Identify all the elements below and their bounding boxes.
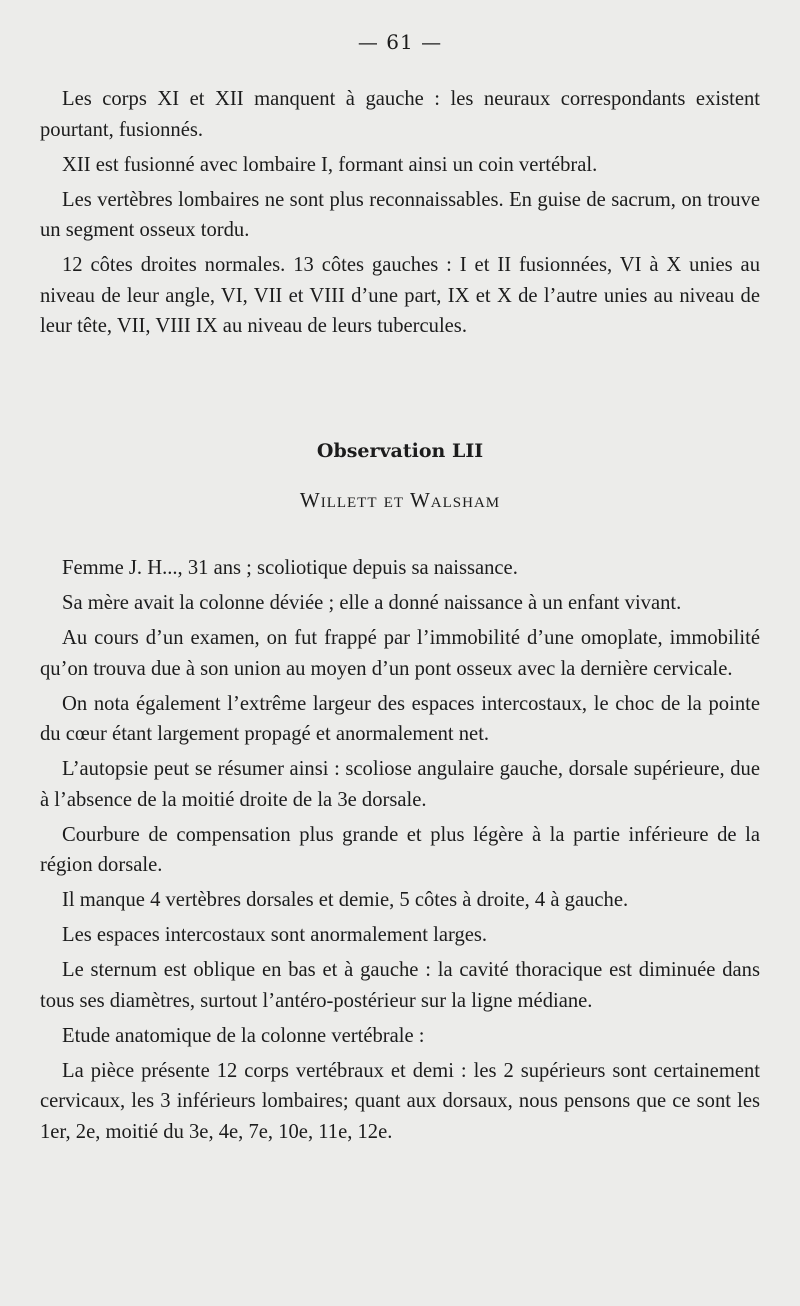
paragraph: Sa mère avait la colonne déviée ; elle a donné naissance à un enfant vivant. (62, 592, 682, 614)
section-1-text (40, 84, 760, 346)
paragraph: L’autopsie peut se résumer ainsi : scoliose angulaire gauche, dorsale supérieure, due à l’absence de la moitié droite de la 3e dorsale. (40, 758, 760, 811)
paragraph: Il manque 4 vertèbres dorsales et demie, 5 côtes à droite, 4 à gauche. (62, 889, 629, 911)
paragraph: Au cours d’un examen, on fut frappé par l’immobilité d’une omoplate, immobilité qu’on trouva due à son union au moyen d’un pont osseux avec la dernière cervicale. (40, 627, 760, 680)
paragraph: Etude anatomique de la colonne vertébrale : (62, 1024, 425, 1047)
page-number: — 61 — (357, 30, 443, 54)
paragraph: Le sternum est oblique en bas et à gauche : la cavité thoracique est diminuée dans tous ses diamètres, surtout l’antéro-postérieur sur la ligne médiane. (40, 959, 760, 1012)
paragraph: Femme J. H..., 31 ans ; scoliotique depuis sa naissance. (62, 557, 518, 579)
paragraph: Courbure de compensation plus grande et plus légère à la partie inférieure de la région dorsale. (40, 823, 760, 876)
section-2-text (40, 553, 760, 1152)
paragraph: Les corps XI et XII manquent à gauche : les neuraux correspondants existent pourtant, fusionnés. (40, 88, 760, 141)
paragraph: On nota également l’extrême largeur des espaces intercostaux, le choc de la pointe du cœur étant largement propagé et anormalement net. (40, 692, 760, 745)
paragraph: XII est fusionné avec lombaire I, formant ainsi un coin vertébral. (62, 153, 598, 176)
observation-title: Observation LII (316, 440, 484, 462)
observation-authors: Willett et Walsham (299, 488, 501, 512)
paragraph: La pièce présente 12 corps vertébraux et demi : les 2 supérieurs sont certainement cervicaux, les 3 inférieurs lombaires; quant aux dorsaux, nous pensons que ce sont les 1er, 2e, moitié du 3e, 4e, 7e, 10e, 11e, 12e. (40, 1059, 760, 1143)
paragraph: Les espaces intercostaux sont anormalement larges. (62, 924, 488, 946)
paragraph: 12 côtes droites normales. 13 côtes gauches : I et II fusionnées, VI à X unies au niveau de leur angle, VI, VII et VIII d’une part, IX et X de l’autre unies au niveau de leur tête, VII, VIII IX au niveau de leurs tubercules. (40, 254, 760, 337)
paragraph: Les vertèbres lombaires ne sont plus reconnaissables. En guise de sacrum, on trouve un segment osseux tordu. (40, 188, 760, 241)
